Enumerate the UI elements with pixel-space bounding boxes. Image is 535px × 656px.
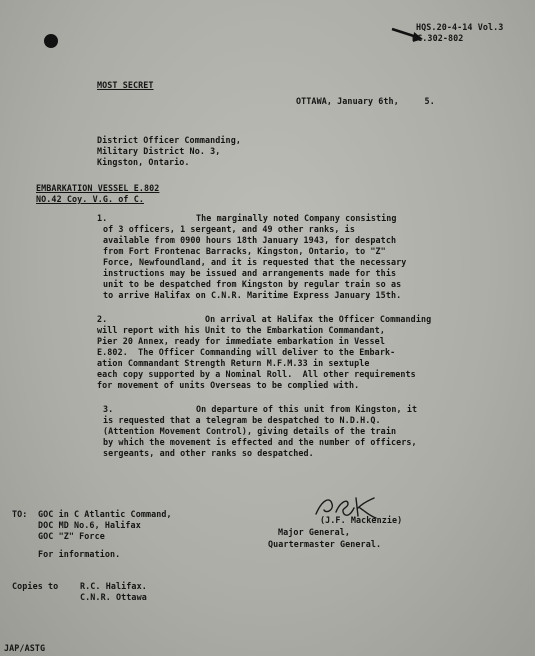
paragraph-line: of 3 officers, 1 sergeant, and 49 other ranks, is	[103, 224, 355, 234]
paragraph-line: from Fort Frontenac Barracks, Kingston, Ontario, to "Z"	[103, 246, 386, 256]
paragraph-line: unit to be despatched from Kingston by regular train so as	[103, 279, 402, 289]
addressee-line: Kingston, Ontario.	[97, 157, 190, 167]
paragraph-line: sergeants, and other ranks so despatched.	[103, 448, 314, 458]
copy-recipient: C.N.R. Ottawa	[80, 592, 147, 602]
signatory-name: (J.F. Mackenzie)	[320, 515, 403, 525]
addressee-line: District Officer Commanding,	[97, 135, 241, 145]
punch-hole	[44, 34, 58, 48]
paragraph-line: is requested that a telegram be despatched to N.D.H.Q.	[103, 415, 381, 425]
paragraph-line: On arrival at Halifax the Officer Commanding	[205, 314, 432, 324]
classification: MOST SECRET	[97, 80, 154, 90]
signatory-title: Quartermaster General.	[268, 539, 382, 549]
paragraph-number: 3.	[103, 404, 114, 414]
recipient: GOC in C Atlantic Command,	[38, 509, 172, 519]
paragraph-line: available from 0900 hours 18th January 1943, for despatch	[103, 235, 397, 245]
subject-line: NO.42 Coy. V.G. of C.	[36, 194, 144, 204]
reference-initials: JAP/ASTG	[4, 643, 46, 653]
paragraph-line: The marginally noted Company consisting	[196, 213, 397, 223]
paragraph-number: 1.	[97, 213, 108, 223]
recipient: DOC MD No.6, Halifax	[38, 520, 141, 530]
copy-recipient: R.C. Halifax.	[80, 581, 147, 591]
paragraph-line: On departure of this unit from Kingston, it	[196, 404, 418, 414]
dateline: OTTAWA, January 6th, 5.	[296, 96, 435, 106]
paragraph-line: for movement of units Overseas to be complied with.	[97, 380, 360, 390]
paragraph-number: 2.	[97, 314, 108, 324]
paragraph-line: E.802. The Officer Commanding will deliver to the Embark-	[97, 347, 396, 357]
to-label: TO:	[12, 509, 28, 519]
paragraph-line: Force, Newfoundland, and it is requested that the necessary	[103, 257, 407, 267]
subject-line: EMBARKATION VESSEL E.802	[36, 183, 160, 193]
paragraph-line: each copy supported by a Nominal Roll. All other requirements	[97, 369, 416, 379]
file-ref-line2: HC.302-802	[412, 33, 464, 43]
paragraph-line: by which the movement is effected and the number of officers,	[103, 437, 417, 447]
paragraph-line: will report with his Unit to the Embarkation Commandant,	[97, 325, 385, 335]
addressee-line: Military District No. 3,	[97, 146, 221, 156]
recipient: GOC "Z" Force	[38, 531, 105, 541]
signatory-rank: Major General,	[278, 527, 350, 537]
copies-label: Copies to	[12, 581, 59, 591]
file-ref-line1: HQS.20-4-14 Vol.3	[416, 22, 504, 32]
distribution-note: For information.	[38, 549, 121, 559]
paragraph-line: Pier 20 Annex, ready for immediate embarkation in Vessel	[97, 336, 385, 346]
paragraph-line: ation Commandant Strength Return M.F.M.33 in sextuple	[97, 358, 370, 368]
paragraph-line: (Attention Movement Control), giving details of the train	[103, 426, 397, 436]
paragraph-line: to arrive Halifax on C.N.R. Maritime Express January 15th.	[103, 290, 402, 300]
paragraph-line: instructions may be issued and arrangements made for this	[103, 268, 397, 278]
